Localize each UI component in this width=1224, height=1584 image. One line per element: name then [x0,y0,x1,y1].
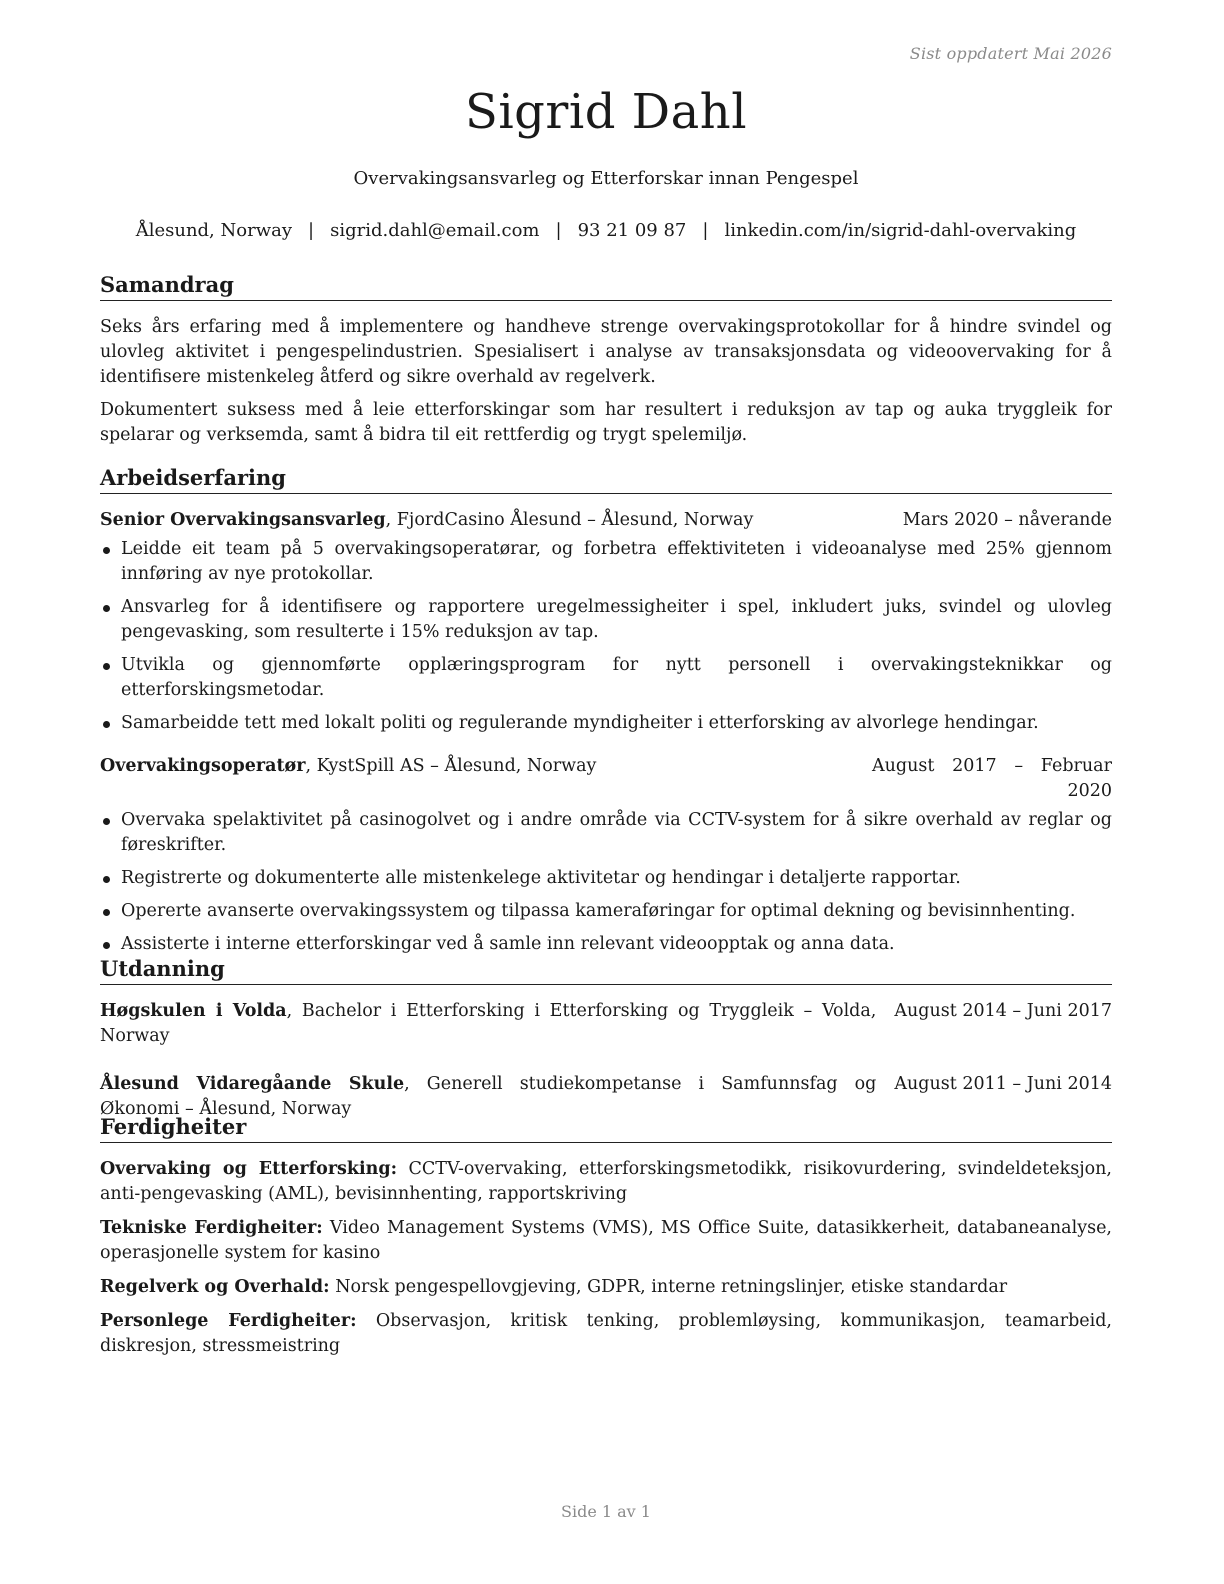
skill-item [100,1275,1112,1300]
education-dates: August 2014 – Juni 2017 [894,1001,1112,1021]
skill-item [100,1309,1112,1359]
contact-location: Ålesund, Norway [135,220,292,241]
job-entry [100,508,1112,736]
job-bullet: Samarbeidde tett med lokalt politi og regulerande myndigheiter i etterforsking av alvorlege hendingar. [100,711,1112,736]
section-heading-education: Utdanning [100,956,1112,985]
job-header [100,754,1112,804]
summary-section [100,272,1112,456]
skill-category: Overvaking og Etterforsking: [100,1159,398,1179]
skill-list: Video Management Systems (VMS), MS Office Suite, datasikkerheit, databaneanalyse, operasjonelle system for kasino [100,1218,1112,1263]
skill-list: Observasjon, kritisk tenking, problemløysing, kommunikasjon, teamarbeid, diskresjon, stressmeistring [100,1311,1112,1356]
job-bullet: Ansvarleg for å identifisere og rapportere uregelmessigheiter i spel, inkludert juks, svindel og ulovleg pengevasking, som resulterte i 15% reduksjon av tap. [100,595,1112,645]
skill-category: Personlege Ferdigheiter: [100,1311,357,1331]
experience-section [100,465,1112,965]
job-bullet: Leidde eit team på 5 overvakingsoperatørar, og forbetra effektiviteten i videoanalyse med 25% gjennom innføring av nye protokollar. [100,537,1112,587]
education-detail: , Bachelor i Etterforsking i Etterforsking og Tryggleik – Volda, Norway [100,1001,877,1046]
contact-linkedin[interactable]: linkedin.com/in/sigrid-dahl-overvaking [724,220,1077,241]
candidate-title: Overvakingsansvarleg og Etterforskar innan Pengespel [353,168,859,189]
contact-email[interactable]: sigrid.dahl@email.com [330,220,540,241]
education-entry [100,999,1112,1049]
job-role: Overvakingsoperatør [100,756,306,776]
job-company: , FjordCasino Ålesund – Ålesund, Norway [385,510,754,530]
skill-category: Regelverk og Overhald: [100,1277,330,1297]
education-school: Ålesund Vidaregåande Skule [100,1074,405,1094]
education-dates: August 2011 – Juni 2014 [894,1074,1112,1094]
contact-separator: | [555,220,562,241]
section-heading-summary: Samandrag [100,272,1112,301]
candidate-name: Sigrid Dahl [464,84,748,140]
summary-paragraph: Dokumentert suksess med å leie etterforskingar som har resultert i reduksjon av tap og auka tryggleik for spelarar og verksemda, samt å bidra til eit rettferdig og trygt spelemiljø. [100,400,1112,445]
skill-list: CCTV-overvaking, etterforskingsmetodikk, risikovurdering, svindeldeteksjon, anti-pengevasking (AML), bevisinnhenting, rapportskriving [100,1159,1112,1204]
job-role: Senior Overvakingsansvarleg [100,510,386,530]
job-header [100,508,1112,533]
page-number: Side 1 av 1 [561,1502,651,1521]
job-company: , KystSpill AS – Ålesund, Norway [305,756,597,776]
last-updated: Sist oppdatert Mai 2026 [909,44,1112,63]
contact-line [100,220,1112,241]
contact-separator: | [308,220,315,241]
section-heading-skills: Ferdigheiter [100,1114,1112,1143]
job-bullets [100,808,1112,957]
contact-separator: | [702,220,709,241]
contact-phone: 93 21 09 87 [577,220,687,241]
summary-paragraph: Seks års erfaring med å implementere og handheve strenge overvakingsprotokollar for å hindre svindel og ulovleg aktivitet i pengespelindustrien. Spesialisert i analyse av transaksjonsdata og videoovervaking for å identifisere mistenkeleg åtferd og sikre overhald av regelverk. [100,317,1112,387]
education-school: Høgskulen i Volda [100,1001,287,1021]
job-bullet: Overvaka spelaktivitet på casinogolvet og i andre område via CCTV-system for å sikre overhald av reglar og føreskrifter. [100,808,1112,858]
section-heading-experience: Arbeidserfaring [100,465,1112,494]
job-bullet: Opererte avanserte overvakingssystem og tilpassa kameraføringar for optimal dekning og bevisinnhenting. [100,899,1112,924]
job-bullets [100,537,1112,736]
skills-section [100,1114,1112,1368]
job-entry [100,754,1112,957]
skill-list: Norsk pengespellovgjeving, GDPR, interne retningslinjer, etiske standardar [329,1277,1008,1297]
skill-category: Tekniske Ferdigheiter: [100,1218,323,1238]
job-bullet: Utvikla og gjennomførte opplæringsprogram for nytt personell i overvakingsteknikkar og etterforskingsmetodar. [100,653,1112,703]
skill-item [100,1216,1112,1266]
education-detail: , Generell studiekompetanse i Samfunnsfag og Økonomi – Ålesund, Norway [100,1074,877,1119]
job-bullet: Assisterte i interne etterforskingar ved å samle inn relevant videoopptak og anna data. [100,932,1112,957]
skill-item [100,1157,1112,1207]
job-dates: August 2017 – Februar 2020 [872,756,1112,801]
job-bullet: Registrerte og dokumenterte alle mistenkelege aktivitetar og hendingar i detaljerte rapportar. [100,866,1112,891]
job-dates: Mars 2020 – nåverande [902,510,1112,530]
